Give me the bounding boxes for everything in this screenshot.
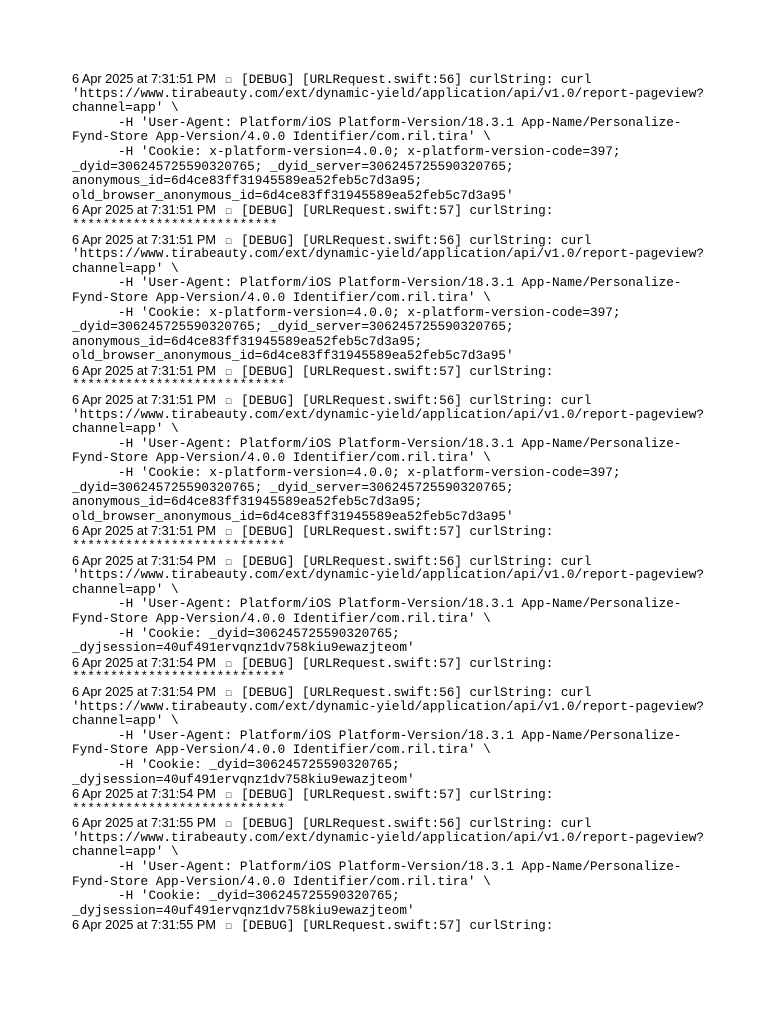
log-entry-header bbox=[72, 233, 762, 248]
log-timestamp: 6 Apr 2025 at 7:31:55 PM bbox=[72, 918, 216, 933]
log-line: _dyid=306245725590320765; _dyid_server=306245725590320765; bbox=[72, 320, 514, 335]
log-line: anonymous_id=6d4ce83ff31945589ea52feb5c7d3a95; bbox=[72, 334, 423, 349]
log-document bbox=[72, 72, 762, 933]
log-message: [DEBUG] [URLRequest.swift:57] curlString: bbox=[233, 655, 554, 671]
log-entry bbox=[72, 364, 762, 393]
log-timestamp: 6 Apr 2025 at 7:31:51 PM bbox=[72, 363, 216, 378]
log-line: -H 'User-Agent: Platform/iOS Platform-Version/18.3.1 App-Name/Personalize- bbox=[118, 115, 682, 130]
log-timestamp: 6 Apr 2025 at 7:31:51 PM bbox=[72, 203, 216, 218]
log-entry bbox=[72, 524, 762, 553]
log-line: -H 'User-Agent: Platform/iOS Platform-Version/18.3.1 App-Name/Personalize- bbox=[118, 728, 682, 743]
log-line: channel=app' \ bbox=[72, 845, 179, 860]
log-marker-icon: □ bbox=[225, 75, 232, 85]
log-timestamp: 6 Apr 2025 at 7:31:51 PM bbox=[72, 393, 216, 408]
log-entry-header bbox=[72, 364, 762, 379]
log-line: -H 'User-Agent: Platform/iOS Platform-Version/18.3.1 App-Name/Personalize- bbox=[118, 860, 682, 875]
log-message: [DEBUG] [URLRequest.swift:57] curlString: bbox=[233, 524, 554, 539]
log-entry-header bbox=[72, 524, 762, 539]
log-marker-icon: □ bbox=[225, 556, 232, 567]
log-entry-header bbox=[72, 72, 762, 87]
log-line: Fynd-Store App-Version/4.0.0 Identifier/com.ril.tira' \ bbox=[72, 451, 491, 466]
log-entry-list bbox=[72, 72, 762, 933]
log-line: channel=app' \ bbox=[72, 261, 179, 276]
log-marker-icon: □ bbox=[225, 527, 232, 538]
log-line: -H 'Cookie: x-platform-version=4.0.0; x-platform-version-code=397; bbox=[118, 305, 621, 320]
log-marker-icon: □ bbox=[225, 819, 232, 830]
log-entry-header bbox=[72, 554, 762, 569]
log-line: -H 'User-Agent: Platform/iOS Platform-Version/18.3.1 App-Name/Personalize- bbox=[118, 436, 682, 451]
log-entry-header bbox=[72, 787, 762, 802]
log-line: _dyjsession=40uf491ervqnz1dv758kiu9ewazjteom' bbox=[72, 772, 415, 787]
log-timestamp: 6 Apr 2025 at 7:31:54 PM bbox=[72, 684, 216, 699]
log-message: [DEBUG] [URLRequest.swift:56] curlString: curl bbox=[233, 393, 592, 408]
log-line: 'https://www.tirabeauty.com/ext/dynamic-yield/application/api/v1.0/report-pageview? bbox=[72, 699, 704, 714]
log-line: anonymous_id=6d4ce83ff31945589ea52feb5c7d3a95; bbox=[72, 174, 423, 189]
log-marker-icon: □ bbox=[225, 206, 232, 217]
log-message: [DEBUG] [URLRequest.swift:56] curlString: curl bbox=[233, 72, 592, 87]
log-line: -H 'Cookie: _dyid=306245725590320765; bbox=[118, 757, 400, 772]
log-line: _dyjsession=40uf491ervqnz1dv758kiu9ewazjteom' bbox=[72, 641, 415, 656]
log-line: 'https://www.tirabeauty.com/ext/dynamic-yield/application/api/v1.0/report-pageview? bbox=[72, 407, 704, 422]
log-line: -H 'User-Agent: Platform/iOS Platform-Version/18.3.1 App-Name/Personalize- bbox=[118, 597, 682, 612]
log-entry-header bbox=[72, 685, 762, 700]
log-timestamp: 6 Apr 2025 at 7:31:54 PM bbox=[72, 553, 216, 568]
log-message: [DEBUG] [URLRequest.swift:57] curlString: bbox=[233, 363, 554, 379]
log-entry bbox=[72, 233, 762, 364]
log-line: anonymous_id=6d4ce83ff31945589ea52feb5c7d3a95; bbox=[72, 495, 423, 510]
log-entry bbox=[72, 918, 762, 933]
log-marker-icon: □ bbox=[225, 687, 232, 698]
log-line: Fynd-Store App-Version/4.0.0 Identifier/com.ril.tira' \ bbox=[72, 611, 491, 626]
log-timestamp: 6 Apr 2025 at 7:31:51 PM bbox=[72, 524, 216, 539]
log-timestamp: 6 Apr 2025 at 7:31:54 PM bbox=[72, 787, 216, 802]
log-entry bbox=[72, 72, 762, 203]
log-line: 'https://www.tirabeauty.com/ext/dynamic-yield/application/api/v1.0/report-pageview? bbox=[72, 86, 704, 101]
log-line: Fynd-Store App-Version/4.0.0 Identifier/com.ril.tira' \ bbox=[72, 290, 491, 305]
log-entry bbox=[72, 656, 762, 685]
log-line: -H 'User-Agent: Platform/iOS Platform-Version/18.3.1 App-Name/Personalize- bbox=[118, 276, 682, 291]
log-entry-header bbox=[72, 203, 762, 218]
log-line: channel=app' \ bbox=[72, 101, 179, 116]
log-marker-icon: □ bbox=[225, 921, 232, 932]
log-line: Fynd-Store App-Version/4.0.0 Identifier/com.ril.tira' \ bbox=[72, 130, 491, 145]
log-timestamp: 6 Apr 2025 at 7:31:51 PM bbox=[72, 72, 216, 86]
log-line: **************************** bbox=[72, 378, 286, 393]
log-entry-header bbox=[72, 393, 762, 408]
log-line: old_browser_anonymous_id=6d4ce83ff31945589ea52feb5c7d3a95' bbox=[72, 509, 514, 524]
log-line: -H 'Cookie: x-platform-version=4.0.0; x-platform-version-code=397; bbox=[118, 144, 621, 159]
log-entry bbox=[72, 816, 762, 918]
log-marker-icon: □ bbox=[225, 396, 232, 407]
log-line: _dyid=306245725590320765; _dyid_server=306245725590320765; bbox=[72, 159, 514, 174]
log-line: channel=app' \ bbox=[72, 422, 179, 437]
log-line: Fynd-Store App-Version/4.0.0 Identifier/com.ril.tira' \ bbox=[72, 743, 491, 758]
log-entry-header bbox=[72, 656, 762, 671]
log-message: [DEBUG] [URLRequest.swift:57] curlString: bbox=[233, 787, 554, 802]
log-marker-icon: □ bbox=[225, 366, 232, 377]
log-timestamp: 6 Apr 2025 at 7:31:54 PM bbox=[72, 655, 216, 670]
log-entry bbox=[72, 393, 762, 524]
log-line: channel=app' \ bbox=[72, 714, 179, 729]
log-line: **************************** bbox=[72, 539, 286, 553]
log-line: 'https://www.tirabeauty.com/ext/dynamic-yield/application/api/v1.0/report-pageview? bbox=[72, 247, 704, 262]
log-message: [DEBUG] [URLRequest.swift:56] curlString: curl bbox=[233, 232, 592, 248]
log-line: -H 'Cookie: _dyid=306245725590320765; bbox=[118, 889, 400, 904]
log-line: -H 'Cookie: x-platform-version=4.0.0; x-platform-version-code=397; bbox=[118, 466, 621, 481]
log-line: 'https://www.tirabeauty.com/ext/dynamic-yield/application/api/v1.0/report-pageview? bbox=[72, 830, 704, 845]
log-line: **************************** bbox=[72, 801, 286, 816]
log-message: [DEBUG] [URLRequest.swift:57] curlString: bbox=[233, 203, 554, 218]
log-message: [DEBUG] [URLRequest.swift:56] curlString: curl bbox=[233, 553, 592, 569]
log-marker-icon: □ bbox=[225, 790, 232, 801]
log-line: 'https://www.tirabeauty.com/ext/dynamic-yield/application/api/v1.0/report-pageview? bbox=[72, 568, 704, 583]
log-line: old_browser_anonymous_id=6d4ce83ff31945589ea52feb5c7d3a95' bbox=[72, 349, 514, 364]
log-entry-header bbox=[72, 918, 762, 933]
log-message: [DEBUG] [URLRequest.swift:57] curlString: bbox=[233, 918, 554, 934]
log-timestamp: 6 Apr 2025 at 7:31:55 PM bbox=[72, 816, 216, 831]
log-line: **************************** bbox=[72, 670, 286, 685]
log-message: [DEBUG] [URLRequest.swift:56] curlString: curl bbox=[233, 816, 592, 831]
log-marker-icon: □ bbox=[225, 235, 232, 246]
log-entry bbox=[72, 787, 762, 816]
log-entry bbox=[72, 554, 762, 656]
log-line: Fynd-Store App-Version/4.0.0 Identifier/com.ril.tira' \ bbox=[72, 874, 491, 889]
log-line: -H 'Cookie: _dyid=306245725590320765; bbox=[118, 626, 400, 641]
log-message: [DEBUG] [URLRequest.swift:56] curlString: curl bbox=[233, 684, 592, 700]
log-line: old_browser_anonymous_id=6d4ce83ff31945589ea52feb5c7d3a95' bbox=[72, 188, 514, 203]
log-line: _dyjsession=40uf491ervqnz1dv758kiu9ewazjteom' bbox=[72, 903, 415, 918]
log-timestamp: 6 Apr 2025 at 7:31:51 PM bbox=[72, 232, 216, 247]
log-entry-header bbox=[72, 816, 762, 831]
log-line: channel=app' \ bbox=[72, 582, 179, 597]
log-line: *************************** bbox=[72, 217, 278, 232]
log-entry bbox=[72, 685, 762, 787]
log-line: _dyid=306245725590320765; _dyid_server=306245725590320765; bbox=[72, 480, 514, 495]
log-entry bbox=[72, 203, 762, 232]
log-marker-icon: □ bbox=[225, 658, 232, 669]
